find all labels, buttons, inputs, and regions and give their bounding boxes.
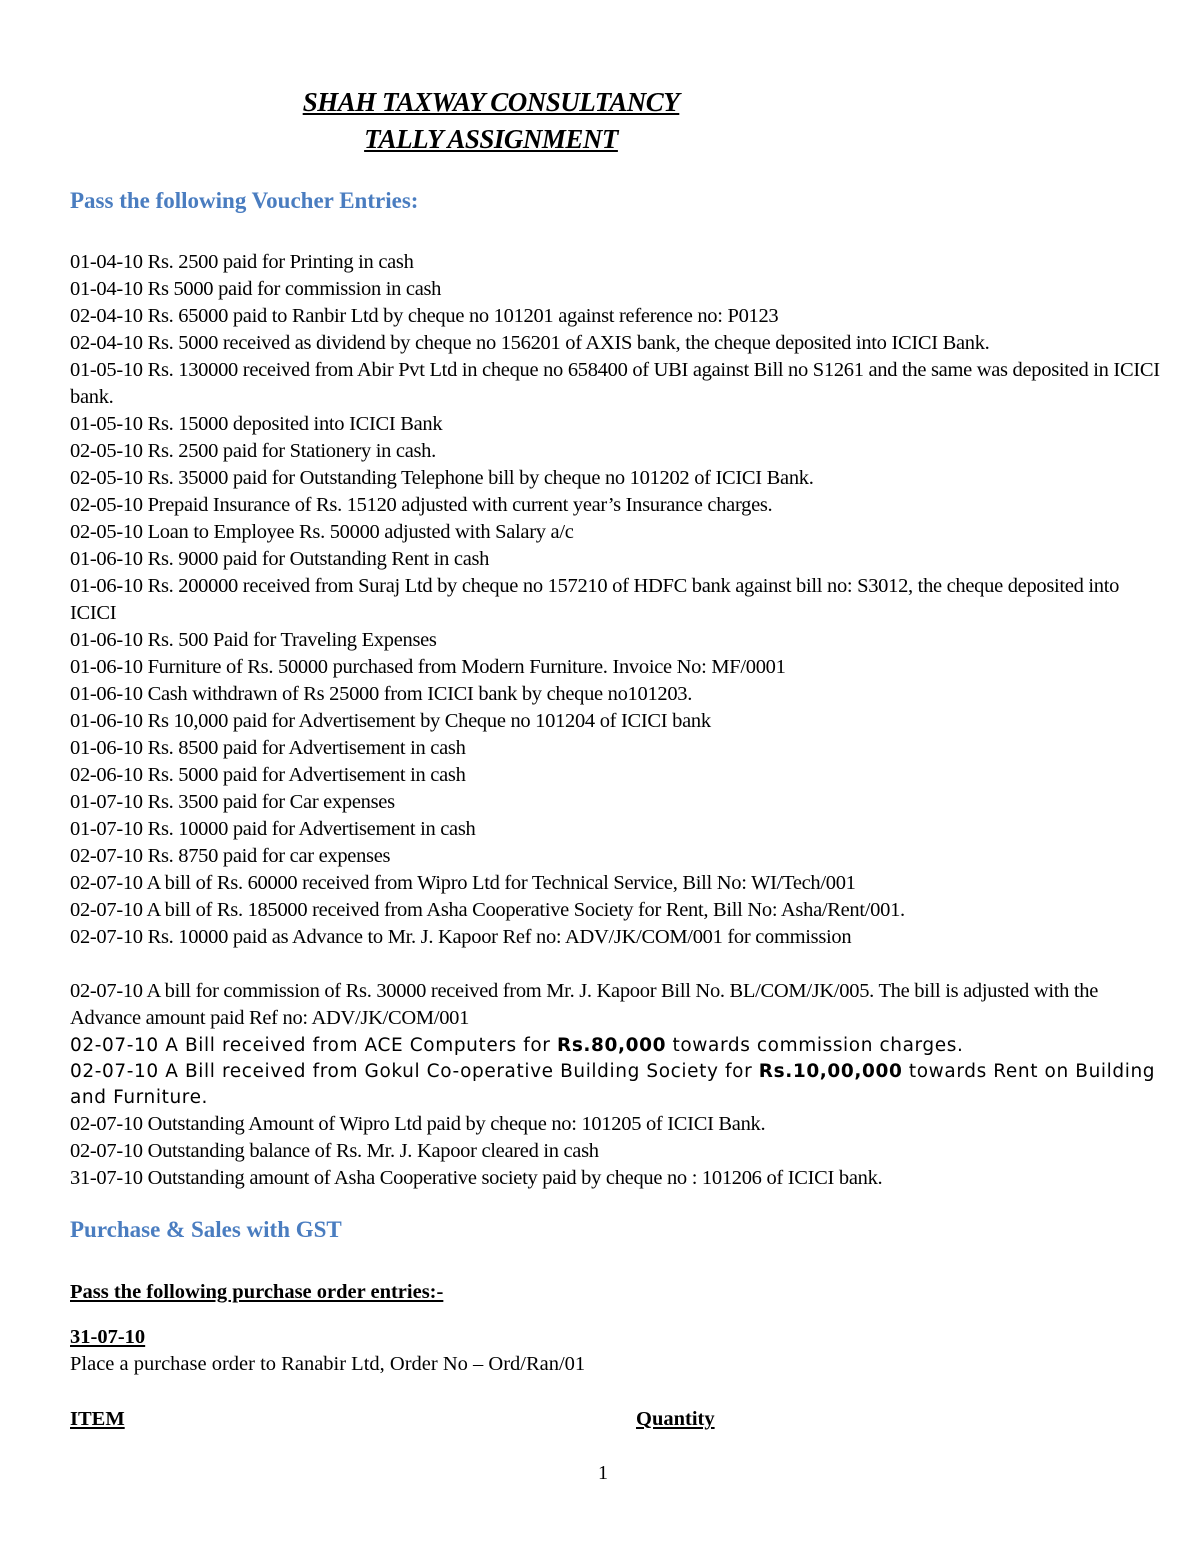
voucher-entry: 02-05-10 Rs. 35000 paid for Outstanding Telephone bill by cheque no 101202 of ICICI Bank. [70,467,814,489]
voucher-entry-bold-amount [70,1059,1170,1111]
assignment-title: TALLY ASSIGNMENT [364,124,618,154]
entry-text-before: 02-07-10 A Bill received from Gokul Co-operative Building Society for [70,1061,759,1082]
voucher-entry: 01-04-10 Rs. 2500 paid for Printing in cash [70,251,414,273]
voucher-entry: 02-05-10 Rs. 2500 paid for Stationery in cash. [70,440,436,462]
voucher-entry: 01-06-10 Rs. 9000 paid for Outstanding Rent in cash [70,548,490,570]
voucher-entry: 02-04-10 Rs. 65000 paid to Ranbir Ltd by cheque no 101201 against reference no: P0123 [70,305,779,327]
voucher-entries-list [70,249,1170,1192]
voucher-entry-bold-amount [70,1033,1170,1059]
voucher-entry: 01-06-10 Cash withdrawn of Rs 25000 from ICICI bank by cheque no101203. [70,683,693,705]
order-date: 31-07-10 [70,1326,146,1348]
voucher-entry: 31-07-10 Outstanding amount of Asha Cooperative society paid by cheque no : 101206 of ICICI bank. [70,1167,883,1189]
voucher-entry: 02-06-10 Rs. 5000 paid for Advertisement in cash [70,764,466,786]
voucher-entry: 02-07-10 A bill for commission of Rs. 30000 received from Mr. J. Kapoor Bill No. BL/COM/JK/005. The bill is adjusted with the Advance amount paid Ref no: ADV/JK/COM/001 [70,980,1099,1029]
quantity-column-header: Quantity [636,1408,715,1430]
entry-amount: Rs.10,00,000 [758,1061,903,1082]
voucher-entry: 01-04-10 Rs 5000 paid for commission in cash [70,278,442,300]
voucher-entry: 01-07-10 Rs. 3500 paid for Car expenses [70,791,395,813]
voucher-entry: 02-07-10 Rs. 8750 paid for car expenses [70,845,391,867]
company-title: SHAH TAXWAY CONSULTANCY [302,87,680,117]
voucher-entry: 01-06-10 Rs. 8500 paid for Advertisement in cash [70,737,466,759]
entry-text-after: towards commission charges. [666,1035,964,1056]
voucher-entry: 01-05-10 Rs. 15000 deposited into ICICI Bank [70,413,443,435]
voucher-entry: 01-06-10 Rs. 500 Paid for Traveling Expenses [70,629,437,651]
voucher-entry: 02-07-10 A bill of Rs. 185000 received from Asha Cooperative Society for Rent, Bill No: Asha/Rent/001. [70,899,905,921]
voucher-entry: 02-04-10 Rs. 5000 received as dividend by cheque no 156201 of AXIS bank, the cheque deposited into ICICI Bank. [70,332,990,354]
voucher-entry: 02-05-10 Loan to Employee Rs. 50000 adjusted with Salary a/c [70,521,574,543]
entry-amount: Rs.80,000 [556,1035,667,1056]
voucher-entry: 02-07-10 Outstanding Amount of Wipro Ltd paid by cheque no: 101205 of ICICI Bank. [70,1113,766,1135]
voucher-entry: 01-06-10 Rs. 200000 received from Suraj Ltd by cheque no 157210 of HDFC bank against bill no: S3012, the cheque deposited into ICICI [70,575,1120,624]
page-number: 1 [598,1462,608,1484]
voucher-entry: 01-05-10 Rs. 130000 received from Abir Pvt Ltd in cheque no 658400 of UBI against Bill no S1261 and the same was deposited in ICICI bank. [70,359,1160,408]
purchase-order-subheading: Pass the following purchase order entries:- [70,1281,444,1303]
entry-text-after: towards Rent on Building and Furniture. [70,1061,1156,1108]
voucher-entry: 02-07-10 A bill of Rs. 60000 received from Wipro Ltd for Technical Service, Bill No: WI/Tech/001 [70,872,856,894]
voucher-entry: 01-07-10 Rs. 10000 paid for Advertisement in cash [70,818,476,840]
voucher-entry: 01-06-10 Rs 10,000 paid for Advertisement by Cheque no 101204 of ICICI bank [70,710,711,732]
voucher-entry: 02-07-10 Outstanding balance of Rs. Mr. J. Kapoor cleared in cash [70,1140,599,1162]
entry-text-before: 02-07-10 A Bill received from ACE Computers for [70,1035,557,1056]
voucher-entry: 01-06-10 Furniture of Rs. 50000 purchased from Modern Furniture. Invoice No: MF/0001 [70,656,786,678]
order-instruction: Place a purchase order to Ranabir Ltd, Order No – Ord/Ran/01 [70,1353,586,1375]
item-column-header: ITEM [70,1408,125,1430]
voucher-section-heading: Pass the following Voucher Entries: [70,188,419,213]
gst-section-heading: Purchase & Sales with GST [70,1217,342,1242]
voucher-entry: 02-07-10 Rs. 10000 paid as Advance to Mr. J. Kapoor Ref no: ADV/JK/COM/001 for commission [70,926,852,948]
voucher-entry: 02-05-10 Prepaid Insurance of Rs. 15120 adjusted with current year’s Insurance charges. [70,494,773,516]
